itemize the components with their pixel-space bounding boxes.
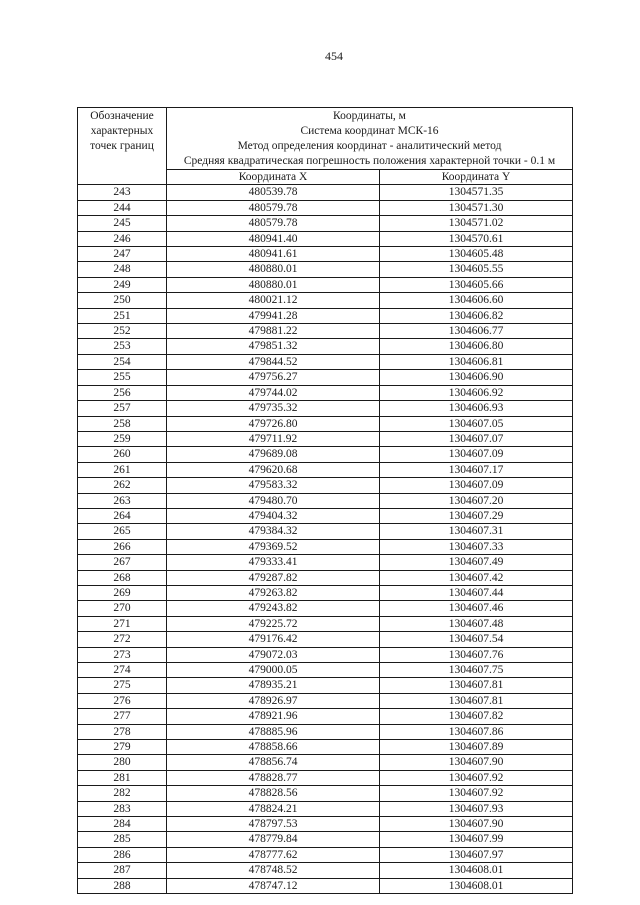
table-row bbox=[78, 832, 573, 847]
point-number-cell: 271 bbox=[78, 616, 167, 631]
point-number-cell: 279 bbox=[78, 740, 167, 755]
coordinate-x-cell: 479881.22 bbox=[167, 324, 380, 339]
coordinate-x-cell: 478824.21 bbox=[167, 801, 380, 816]
coordinate-x-cell: 478779.84 bbox=[167, 832, 380, 847]
coordinate-y-cell: 1304607.20 bbox=[380, 493, 573, 508]
point-number-cell: 280 bbox=[78, 755, 167, 770]
coordinate-x-cell: 479851.32 bbox=[167, 339, 380, 354]
coordinate-y-cell: 1304571.35 bbox=[380, 185, 573, 200]
table-row bbox=[78, 740, 573, 755]
point-number-cell: 287 bbox=[78, 863, 167, 878]
point-number-cell: 275 bbox=[78, 678, 167, 693]
coordinate-x-cell: 480579.78 bbox=[167, 216, 380, 231]
coordinate-y-cell: 1304607.92 bbox=[380, 770, 573, 785]
table-row bbox=[78, 462, 573, 477]
point-number-cell: 285 bbox=[78, 832, 167, 847]
header-line: точек границ bbox=[90, 140, 154, 152]
table-row bbox=[78, 585, 573, 600]
coordinate-x-cell: 478856.74 bbox=[167, 755, 380, 770]
point-number-cell: 261 bbox=[78, 462, 167, 477]
table-row bbox=[78, 339, 573, 354]
coordinate-y-cell: 1304608.01 bbox=[380, 863, 573, 878]
table-row bbox=[78, 755, 573, 770]
point-designation-header bbox=[78, 108, 167, 185]
table-row bbox=[78, 293, 573, 308]
point-number-cell: 260 bbox=[78, 447, 167, 462]
table-row bbox=[78, 431, 573, 446]
table-row bbox=[78, 247, 573, 262]
point-number-cell: 249 bbox=[78, 277, 167, 292]
coordinate-y-cell: 1304607.49 bbox=[380, 555, 573, 570]
coordinate-y-cell: 1304607.07 bbox=[380, 431, 573, 446]
table-row bbox=[78, 324, 573, 339]
point-number-cell: 263 bbox=[78, 493, 167, 508]
coordinate-x-cell: 479620.68 bbox=[167, 462, 380, 477]
table-row bbox=[78, 709, 573, 724]
coordinate-x-cell: 479941.28 bbox=[167, 308, 380, 323]
coordinate-y-cell: 1304606.90 bbox=[380, 370, 573, 385]
table-row bbox=[78, 801, 573, 816]
table-row bbox=[78, 447, 573, 462]
col-y-header: Координата Y bbox=[380, 170, 573, 185]
coordinate-y-cell: 1304606.93 bbox=[380, 401, 573, 416]
point-number-cell: 253 bbox=[78, 339, 167, 354]
coordinate-y-cell: 1304607.81 bbox=[380, 678, 573, 693]
coordinate-x-cell: 479480.70 bbox=[167, 493, 380, 508]
coordinate-y-cell: 1304607.42 bbox=[380, 570, 573, 585]
point-number-cell: 244 bbox=[78, 200, 167, 215]
coordinate-x-cell: 479756.27 bbox=[167, 370, 380, 385]
table-row bbox=[78, 570, 573, 585]
coordinate-x-cell: 478885.96 bbox=[167, 724, 380, 739]
coordinate-x-cell: 479726.80 bbox=[167, 416, 380, 431]
coordinate-x-cell: 480941.61 bbox=[167, 247, 380, 262]
point-number-cell: 250 bbox=[78, 293, 167, 308]
coordinate-y-cell: 1304607.33 bbox=[380, 539, 573, 554]
table-row bbox=[78, 539, 573, 554]
coordinate-x-cell: 478858.66 bbox=[167, 740, 380, 755]
coordinates-table bbox=[77, 107, 573, 894]
point-number-cell: 243 bbox=[78, 185, 167, 200]
coordinate-x-cell: 479369.52 bbox=[167, 539, 380, 554]
coordinate-x-cell: 479176.42 bbox=[167, 632, 380, 647]
table-row bbox=[78, 786, 573, 801]
coordinate-y-cell: 1304607.75 bbox=[380, 663, 573, 678]
point-number-cell: 251 bbox=[78, 308, 167, 323]
header-line: характерных bbox=[90, 125, 154, 137]
coordinate-x-cell: 479689.08 bbox=[167, 447, 380, 462]
point-number-cell: 281 bbox=[78, 770, 167, 785]
point-number-cell: 266 bbox=[78, 539, 167, 554]
header-line: Координаты, м bbox=[333, 110, 406, 122]
table-row bbox=[78, 493, 573, 508]
coordinate-y-cell: 1304607.90 bbox=[380, 817, 573, 832]
coordinate-y-cell: 1304607.90 bbox=[380, 755, 573, 770]
point-number-cell: 262 bbox=[78, 478, 167, 493]
table-row bbox=[78, 524, 573, 539]
header-line: Обозначение bbox=[90, 110, 154, 122]
coordinate-y-cell: 1304607.81 bbox=[380, 693, 573, 708]
coordinate-y-cell: 1304607.54 bbox=[380, 632, 573, 647]
table-row bbox=[78, 693, 573, 708]
table-row bbox=[78, 185, 573, 200]
coordinate-x-cell: 479744.02 bbox=[167, 385, 380, 400]
coordinate-y-cell: 1304607.44 bbox=[380, 585, 573, 600]
coordinate-y-cell: 1304606.82 bbox=[380, 308, 573, 323]
coordinate-y-cell: 1304607.99 bbox=[380, 832, 573, 847]
coordinate-x-cell: 480021.12 bbox=[167, 293, 380, 308]
table-row bbox=[78, 724, 573, 739]
coordinate-x-cell: 479844.52 bbox=[167, 354, 380, 369]
coordinate-x-cell: 479243.82 bbox=[167, 601, 380, 616]
coordinate-x-cell: 480880.01 bbox=[167, 277, 380, 292]
coordinate-y-cell: 1304606.81 bbox=[380, 354, 573, 369]
coordinate-y-cell: 1304606.60 bbox=[380, 293, 573, 308]
coordinate-y-cell: 1304607.29 bbox=[380, 508, 573, 523]
coordinate-x-cell: 479711.92 bbox=[167, 431, 380, 446]
point-number-cell: 268 bbox=[78, 570, 167, 585]
table-row bbox=[78, 847, 573, 862]
coordinate-x-cell: 480579.78 bbox=[167, 200, 380, 215]
header-line: Средняя квадратическая погрешность положения характерной точки - 0.1 м bbox=[183, 155, 556, 167]
table-row bbox=[78, 663, 573, 678]
point-number-cell: 264 bbox=[78, 508, 167, 523]
coordinate-y-cell: 1304605.48 bbox=[380, 247, 573, 262]
coordinate-y-cell: 1304607.93 bbox=[380, 801, 573, 816]
table-row bbox=[78, 770, 573, 785]
table-row bbox=[78, 385, 573, 400]
point-number-cell: 282 bbox=[78, 786, 167, 801]
point-number-cell: 277 bbox=[78, 709, 167, 724]
coordinate-y-cell: 1304607.17 bbox=[380, 462, 573, 477]
table-row bbox=[78, 216, 573, 231]
coordinate-x-cell: 479287.82 bbox=[167, 570, 380, 585]
header-line: Метод определения координат - аналитический метод bbox=[237, 140, 502, 152]
table-row bbox=[78, 401, 573, 416]
coordinate-x-cell: 479072.03 bbox=[167, 647, 380, 662]
coordinate-x-cell: 480941.40 bbox=[167, 231, 380, 246]
point-number-cell: 274 bbox=[78, 663, 167, 678]
point-number-cell: 273 bbox=[78, 647, 167, 662]
point-number-cell: 278 bbox=[78, 724, 167, 739]
table-row bbox=[78, 647, 573, 662]
coordinate-y-cell: 1304605.55 bbox=[380, 262, 573, 277]
table-row bbox=[78, 354, 573, 369]
coordinate-y-cell: 1304607.48 bbox=[380, 616, 573, 631]
coordinate-y-cell: 1304607.05 bbox=[380, 416, 573, 431]
point-number-cell: 252 bbox=[78, 324, 167, 339]
point-number-cell: 257 bbox=[78, 401, 167, 416]
coordinate-x-cell: 479333.41 bbox=[167, 555, 380, 570]
page-number: 454 bbox=[325, 49, 343, 63]
table-row bbox=[78, 632, 573, 647]
coordinate-y-cell: 1304607.46 bbox=[380, 601, 573, 616]
point-number-cell: 267 bbox=[78, 555, 167, 570]
point-number-cell: 286 bbox=[78, 847, 167, 862]
coordinate-x-cell: 479263.82 bbox=[167, 585, 380, 600]
point-number-cell: 246 bbox=[78, 231, 167, 246]
point-number-cell: 245 bbox=[78, 216, 167, 231]
coordinate-x-cell: 478748.52 bbox=[167, 863, 380, 878]
coordinate-y-cell: 1304607.09 bbox=[380, 478, 573, 493]
coordinate-y-cell: 1304607.97 bbox=[380, 847, 573, 862]
coordinate-x-cell: 478935.21 bbox=[167, 678, 380, 693]
coordinate-y-cell: 1304607.92 bbox=[380, 786, 573, 801]
point-number-cell: 272 bbox=[78, 632, 167, 647]
coordinate-x-cell: 478747.12 bbox=[167, 878, 380, 893]
point-number-cell: 248 bbox=[78, 262, 167, 277]
table-row bbox=[78, 262, 573, 277]
point-number-cell: 269 bbox=[78, 585, 167, 600]
point-number-cell: 284 bbox=[78, 817, 167, 832]
coordinate-y-cell: 1304606.80 bbox=[380, 339, 573, 354]
table-row bbox=[78, 616, 573, 631]
coordinate-x-cell: 479404.32 bbox=[167, 508, 380, 523]
table-row bbox=[78, 277, 573, 292]
coordinate-x-cell: 478828.56 bbox=[167, 786, 380, 801]
coordinate-x-cell: 479583.32 bbox=[167, 478, 380, 493]
coordinate-y-cell: 1304607.31 bbox=[380, 524, 573, 539]
coordinate-x-cell: 478921.96 bbox=[167, 709, 380, 724]
point-number-cell: 288 bbox=[78, 878, 167, 893]
coordinate-y-cell: 1304608.01 bbox=[380, 878, 573, 893]
coordinate-x-cell: 478797.53 bbox=[167, 817, 380, 832]
table-row bbox=[78, 231, 573, 246]
coordinate-x-cell: 479735.32 bbox=[167, 401, 380, 416]
table-header-row bbox=[78, 108, 573, 170]
coordinate-y-cell: 1304607.76 bbox=[380, 647, 573, 662]
coordinate-x-cell: 479384.32 bbox=[167, 524, 380, 539]
coordinate-y-cell: 1304605.66 bbox=[380, 277, 573, 292]
coordinate-x-cell: 479225.72 bbox=[167, 616, 380, 631]
point-number-cell: 247 bbox=[78, 247, 167, 262]
table-row bbox=[78, 878, 573, 893]
table-row bbox=[78, 478, 573, 493]
coordinate-y-cell: 1304570.61 bbox=[380, 231, 573, 246]
coordinate-x-cell: 479000.05 bbox=[167, 663, 380, 678]
table-row bbox=[78, 308, 573, 323]
point-number-cell: 276 bbox=[78, 693, 167, 708]
point-number-cell: 254 bbox=[78, 354, 167, 369]
coordinate-y-cell: 1304607.82 bbox=[380, 709, 573, 724]
coordinates-header bbox=[167, 108, 573, 170]
coordinate-x-cell: 478777.62 bbox=[167, 847, 380, 862]
coordinate-y-cell: 1304606.77 bbox=[380, 324, 573, 339]
coordinate-x-cell: 480539.78 bbox=[167, 185, 380, 200]
table-row bbox=[78, 863, 573, 878]
table-row bbox=[78, 555, 573, 570]
coordinate-x-cell: 478828.77 bbox=[167, 770, 380, 785]
table-row bbox=[78, 416, 573, 431]
table-row bbox=[78, 200, 573, 215]
table-row bbox=[78, 508, 573, 523]
coordinate-y-cell: 1304571.02 bbox=[380, 216, 573, 231]
table-row bbox=[78, 370, 573, 385]
coordinate-y-cell: 1304607.86 bbox=[380, 724, 573, 739]
point-number-cell: 258 bbox=[78, 416, 167, 431]
coordinate-x-cell: 480880.01 bbox=[167, 262, 380, 277]
point-number-cell: 265 bbox=[78, 524, 167, 539]
coordinate-x-cell: 478926.97 bbox=[167, 693, 380, 708]
coordinate-y-cell: 1304607.89 bbox=[380, 740, 573, 755]
header-line: Система координат МСК-16 bbox=[300, 125, 439, 137]
coordinate-y-cell: 1304571.30 bbox=[380, 200, 573, 215]
col-x-header: Координата X bbox=[167, 170, 380, 185]
point-number-cell: 259 bbox=[78, 431, 167, 446]
point-number-cell: 256 bbox=[78, 385, 167, 400]
table-row bbox=[78, 678, 573, 693]
table-row bbox=[78, 817, 573, 832]
point-number-cell: 283 bbox=[78, 801, 167, 816]
point-number-cell: 270 bbox=[78, 601, 167, 616]
coordinate-y-cell: 1304607.09 bbox=[380, 447, 573, 462]
coordinate-y-cell: 1304606.92 bbox=[380, 385, 573, 400]
point-number-cell: 255 bbox=[78, 370, 167, 385]
table-row bbox=[78, 601, 573, 616]
